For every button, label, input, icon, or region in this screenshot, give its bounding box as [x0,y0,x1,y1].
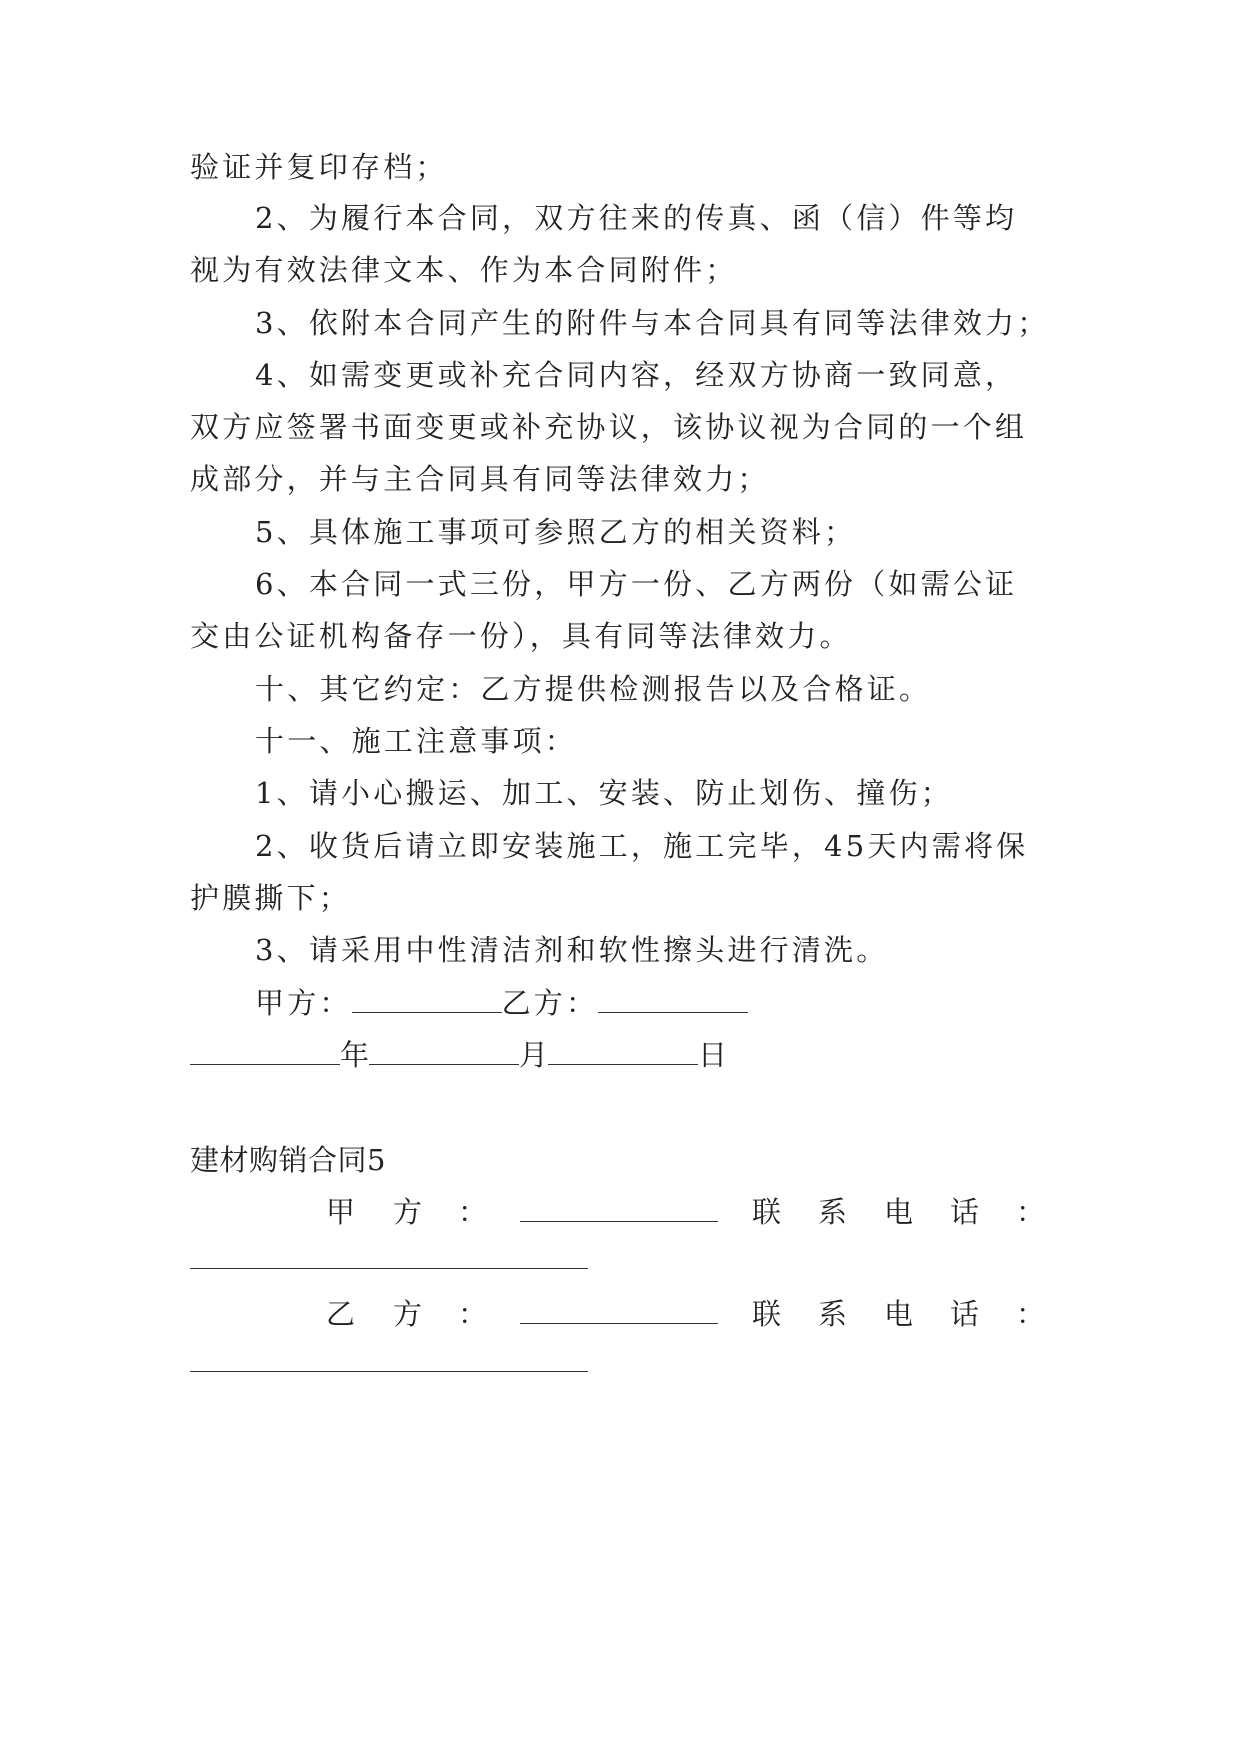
section-title: 建材购销合同5 [190,1143,386,1177]
phone-label-char: 话 [950,1297,980,1331]
text-line: 2、为履行本合同，双方往来的传真、函（信）件等均 [255,201,1018,235]
party-b-blank[interactable] [598,990,748,1013]
text-line: 护膜撕下； [190,881,352,915]
text-line: 4、如需变更或补充合同内容，经双方协商一致同意， [255,358,1018,392]
party-b-name-blank[interactable] [520,1301,718,1324]
text-line: 验证并复印存档； [190,150,448,184]
party-a-blank[interactable] [352,990,502,1013]
party-a-char: 方 [393,1195,423,1229]
text-line: 成部分，并与主合同具有同等法律效力； [190,462,770,496]
text-line: 2、收货后请立即安装施工，施工完毕，45天内需将保 [255,829,1029,863]
text-line: 3、请采用中性清洁剂和软性擦头进行清洗。 [255,933,889,967]
phone-label-char: ： [1016,1297,1046,1331]
phone-label-char: 联 [752,1297,782,1331]
text-line: 十一、施工注意事项： [255,724,578,758]
text-line: 3、依附本合同产生的附件与本合同具有同等法律效力； [255,306,1050,340]
date-line [190,1038,727,1072]
phone-label-char: 话 [950,1195,980,1229]
party-b-char: 方 [393,1297,423,1331]
phone-label-char: 电 [884,1297,914,1331]
party-a-row [190,1195,1050,1229]
day-label: 日 [698,1038,728,1072]
party-b-char: ： [458,1297,488,1331]
party-b-row [190,1297,1050,1331]
phone-label-char: ： [1016,1195,1046,1229]
party-a-char: 甲 [326,1195,356,1229]
day-blank[interactable] [548,1042,698,1065]
phone-label-char: 电 [884,1195,914,1229]
year-label: 年 [340,1038,370,1072]
party-a-name-blank[interactable] [520,1199,718,1222]
text-line: 十、其它约定：乙方提供检测报告以及合格证。 [255,672,932,706]
text-line: 交由公证机构备存一份），具有同等法律效力。 [190,619,852,653]
text-line: 1、请小心搬运、加工、安装、防止划伤、撞伤； [255,776,953,810]
year-blank[interactable] [190,1042,340,1065]
phone-label-char: 系 [818,1195,848,1229]
signature-line [255,986,748,1020]
party-a-char: ： [458,1195,488,1229]
party-b-phone-blank[interactable] [190,1371,588,1372]
party-a-label: 甲方： [255,986,352,1020]
phone-label-char: 联 [752,1195,782,1229]
month-label: 月 [519,1038,549,1072]
party-b-char: 乙 [326,1297,356,1331]
text-line: 6、本合同一式三份，甲方一份、乙方两份（如需公证 [255,567,1018,601]
text-line: 5、具体施工事项可参照乙方的相关资料； [255,515,857,549]
party-a-phone-blank[interactable] [190,1268,588,1269]
month-blank[interactable] [369,1042,519,1065]
phone-label-char: 系 [818,1297,848,1331]
text-line: 视为有效法律文本、作为本合同附件； [190,253,738,287]
text-line: 双方应签署书面变更或补充协议，该协议视为合同的一个组 [190,410,1028,444]
party-b-label: 乙方： [501,986,599,1020]
